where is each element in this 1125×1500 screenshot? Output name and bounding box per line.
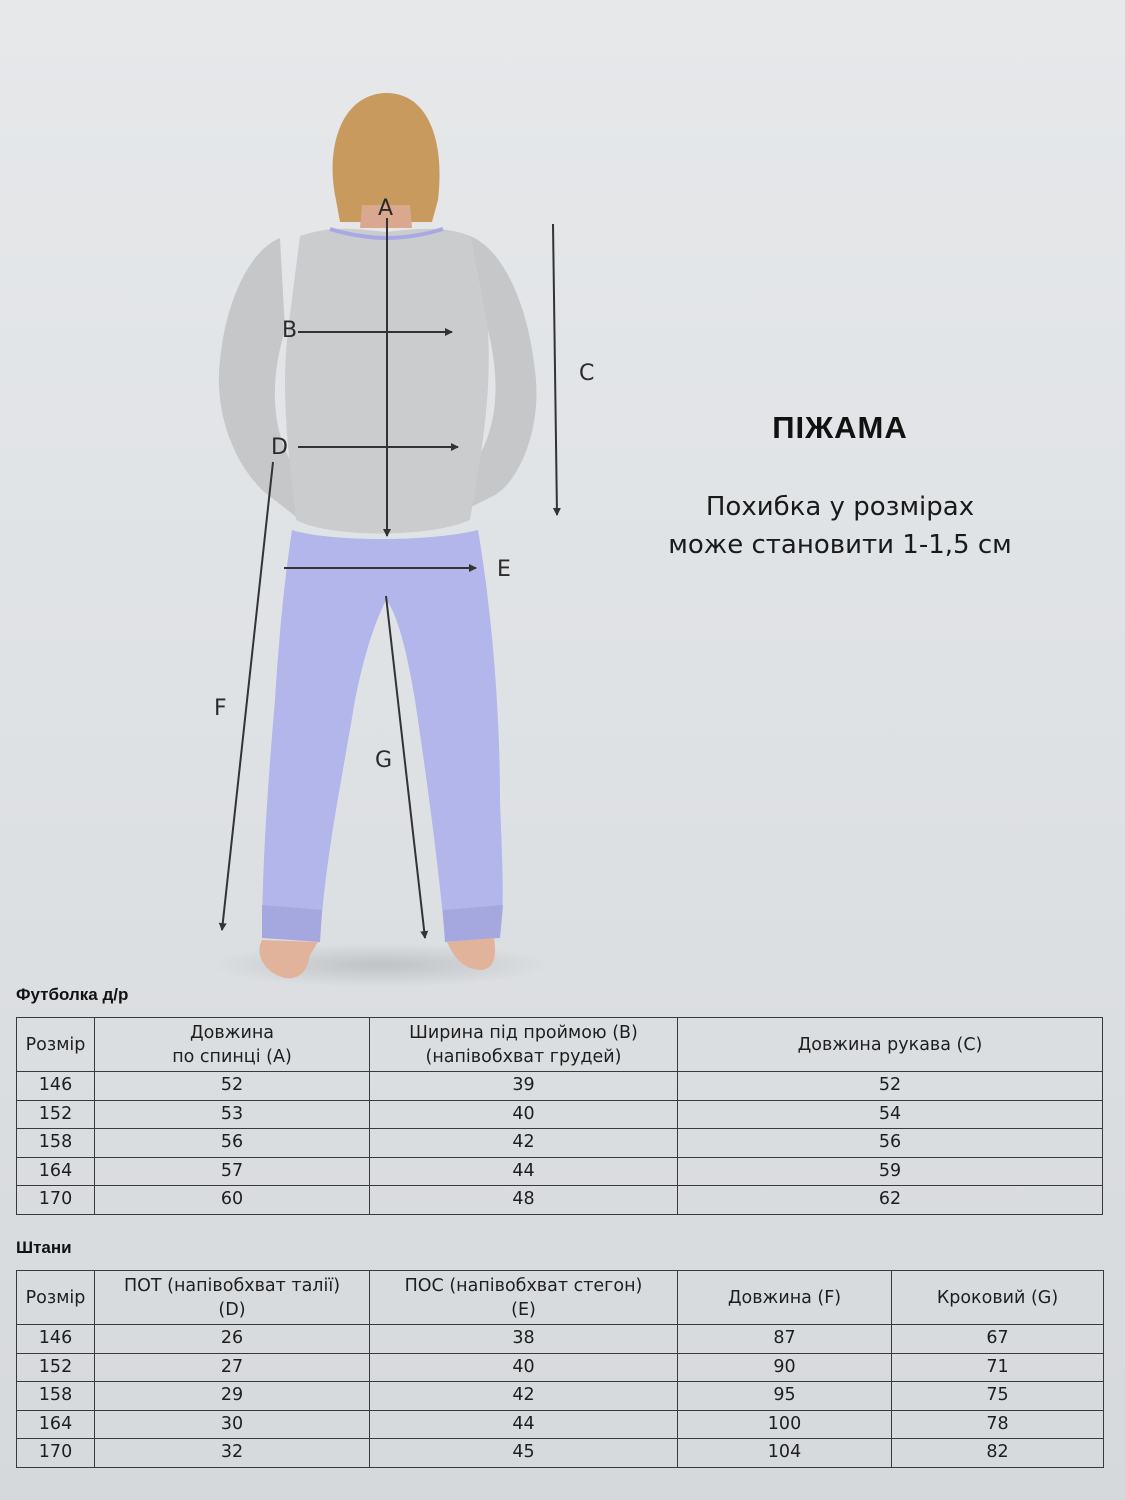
table-cell: 87 xyxy=(678,1325,892,1354)
table-cell: 30 xyxy=(95,1410,370,1439)
tshirt-size-table xyxy=(16,1017,1103,1215)
table-cell: 26 xyxy=(95,1325,370,1354)
table-row xyxy=(17,1410,1104,1439)
table-cell: 78 xyxy=(892,1410,1104,1439)
column-header-length: Довжина (F) xyxy=(678,1271,892,1325)
table-cell: 56 xyxy=(95,1129,370,1158)
measure-label-f: F xyxy=(214,696,227,721)
column-header-back-length: Довжина по спинці (A) xyxy=(95,1018,370,1072)
table-row xyxy=(17,1439,1104,1468)
table-cell: 57 xyxy=(95,1157,370,1186)
column-header-waist: ПОТ (напівобхват талії) (D) xyxy=(95,1271,370,1325)
table-cell: 90 xyxy=(678,1353,892,1382)
measure-label-e: E xyxy=(497,557,511,582)
table-cell: 100 xyxy=(678,1410,892,1439)
table-cell: 59 xyxy=(678,1157,1103,1186)
table-cell: 104 xyxy=(678,1439,892,1468)
column-header-chest-width: Ширина під проймою (B) (напівобхват грудей) xyxy=(370,1018,678,1072)
measure-label-c: C xyxy=(579,361,595,386)
table-cell: 82 xyxy=(892,1439,1104,1468)
measure-label-a: A xyxy=(378,196,394,221)
note-line-1: Похибка у розмірах xyxy=(705,492,975,522)
table-cell: 75 xyxy=(892,1382,1104,1411)
table-cell: 29 xyxy=(95,1382,370,1411)
table-cell: 158 xyxy=(17,1382,95,1411)
table-cell: 62 xyxy=(678,1186,1103,1215)
table-cell: 67 xyxy=(892,1325,1104,1354)
table-cell: 170 xyxy=(17,1186,95,1215)
table-cell: 39 xyxy=(370,1072,678,1101)
table-cell: 71 xyxy=(892,1353,1104,1382)
table-cell: 42 xyxy=(370,1129,678,1158)
table-cell: 164 xyxy=(17,1410,95,1439)
table-row xyxy=(17,1157,1103,1186)
measure-label-b: B xyxy=(282,318,298,343)
tshirt-section-title: Футболка д/р xyxy=(16,985,129,1004)
table-cell: 27 xyxy=(95,1353,370,1382)
pants-section-title: Штани xyxy=(16,1238,72,1257)
table-row xyxy=(17,1325,1104,1354)
table-cell: 146 xyxy=(17,1325,95,1354)
table-cell: 40 xyxy=(370,1353,678,1382)
page-title: ПІЖАМА xyxy=(772,410,908,445)
table-cell: 32 xyxy=(95,1439,370,1468)
table-cell: 52 xyxy=(95,1072,370,1101)
table-row xyxy=(17,1129,1103,1158)
table-cell: 44 xyxy=(370,1410,678,1439)
table-cell: 44 xyxy=(370,1157,678,1186)
measure-label-g: G xyxy=(375,748,393,773)
table-cell: 48 xyxy=(370,1186,678,1215)
table-cell: 158 xyxy=(17,1129,95,1158)
measure-label-d: D xyxy=(271,435,288,460)
table-row xyxy=(17,1100,1103,1129)
table-cell: 45 xyxy=(370,1439,678,1468)
pants-size-table xyxy=(16,1270,1104,1468)
table-cell: 95 xyxy=(678,1382,892,1411)
table-row xyxy=(17,1382,1104,1411)
size-error-note xyxy=(640,488,1040,564)
table-cell: 152 xyxy=(17,1100,95,1129)
table-row xyxy=(17,1353,1104,1382)
table-cell: 146 xyxy=(17,1072,95,1101)
table-row xyxy=(17,1186,1103,1215)
pants xyxy=(262,530,503,940)
table-cell: 42 xyxy=(370,1382,678,1411)
table-cell: 164 xyxy=(17,1157,95,1186)
table-row xyxy=(17,1072,1103,1101)
table-cell: 152 xyxy=(17,1353,95,1382)
table-cell: 52 xyxy=(678,1072,1103,1101)
column-header-sleeve-length: Довжина рукава (C) xyxy=(678,1018,1103,1072)
column-header-hips: ПОС (напівобхват стегон) (E) xyxy=(370,1271,678,1325)
table-cell: 40 xyxy=(370,1100,678,1129)
column-header-size: Розмір xyxy=(17,1271,95,1325)
table-cell: 60 xyxy=(95,1186,370,1215)
table-cell: 170 xyxy=(17,1439,95,1468)
note-line-2: може становити 1-1,5 см xyxy=(668,530,1012,560)
table-cell: 54 xyxy=(678,1100,1103,1129)
column-header-inseam: Кроковий (G) xyxy=(892,1271,1104,1325)
arrow-c xyxy=(553,224,557,515)
table-cell: 56 xyxy=(678,1129,1103,1158)
table-cell: 53 xyxy=(95,1100,370,1129)
table-cell: 38 xyxy=(370,1325,678,1354)
column-header-size: Розмір xyxy=(17,1018,95,1072)
